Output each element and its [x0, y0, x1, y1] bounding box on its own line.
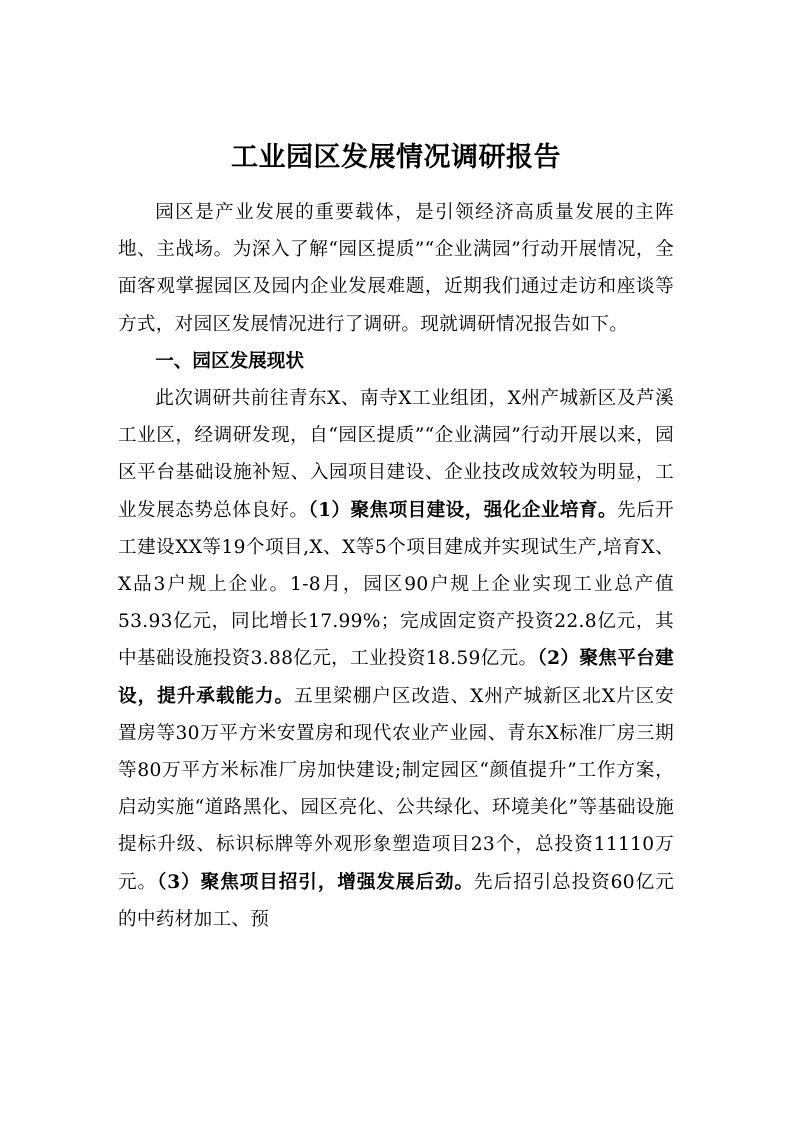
document-title: 工业园区发展情况调研报告 [231, 142, 561, 173]
point-3-title: （3）聚焦项目招引，增强发展后劲。 [157, 871, 475, 893]
point-2-text: 五里梁棚户区改造、X州产城新区北X片区安置房等30万平方米安置房和现代农业产业园、青东X标准厂房三期等80万平方米标准厂房加快建设;制定园区“颜值提升”工作方案，启动实施“道路黑化、园区亮化、公共绿化、环境美化”等基础设施提标升级、标识标牌等外观形象塑造项目23个，总投资11110万元。 [118, 685, 675, 893]
point-3-text: 先后招引总投资60亿元的中药材加工、预 [118, 871, 674, 930]
section-heading: 一、园区发展现状 [155, 350, 304, 372]
section-paragraph [118, 380, 674, 938]
point-1-text: 先后开工建设XX等19个项目,X、X等5个项目建成并实现试生产,培育X、X品3户规上企业。1-8月，园区90户规上企业实现工业总产值53.93亿元，同比增长17.99%；完成固定资产投资22.8亿元，其中基础设施投资3.88亿元，工业投资18.59亿元。 [118, 499, 674, 670]
point-1-title: （1）聚焦项目建设，强化企业培育。 [308, 499, 618, 521]
intro-paragraph: 园区是产业发展的重要载体，是引领经济高质量发展的主阵地、主战场。为深入了解“园区提质”“企业满园”行动开展情况，全面客观掌握园区及园内企业发展难题，近期我们通过走访和座谈等方式，对园区发展情况进行了调研。现就调研情况报告如下。 [118, 202, 674, 335]
section-opening-text: 此次调研共前往青东X、南寺X工业组团，X州产城新区及芦溪工业区，经调研发现，自“园区提质”“企业满园”行动开展以来，园区平台基础设施补短、入园项目建设、企业技改成效较为明显，工业发展态势总体良好。 [118, 388, 674, 521]
point-2-title: （2）聚焦平台建设，提升承载能力。 [118, 648, 674, 707]
document-page [118, 138, 674, 938]
